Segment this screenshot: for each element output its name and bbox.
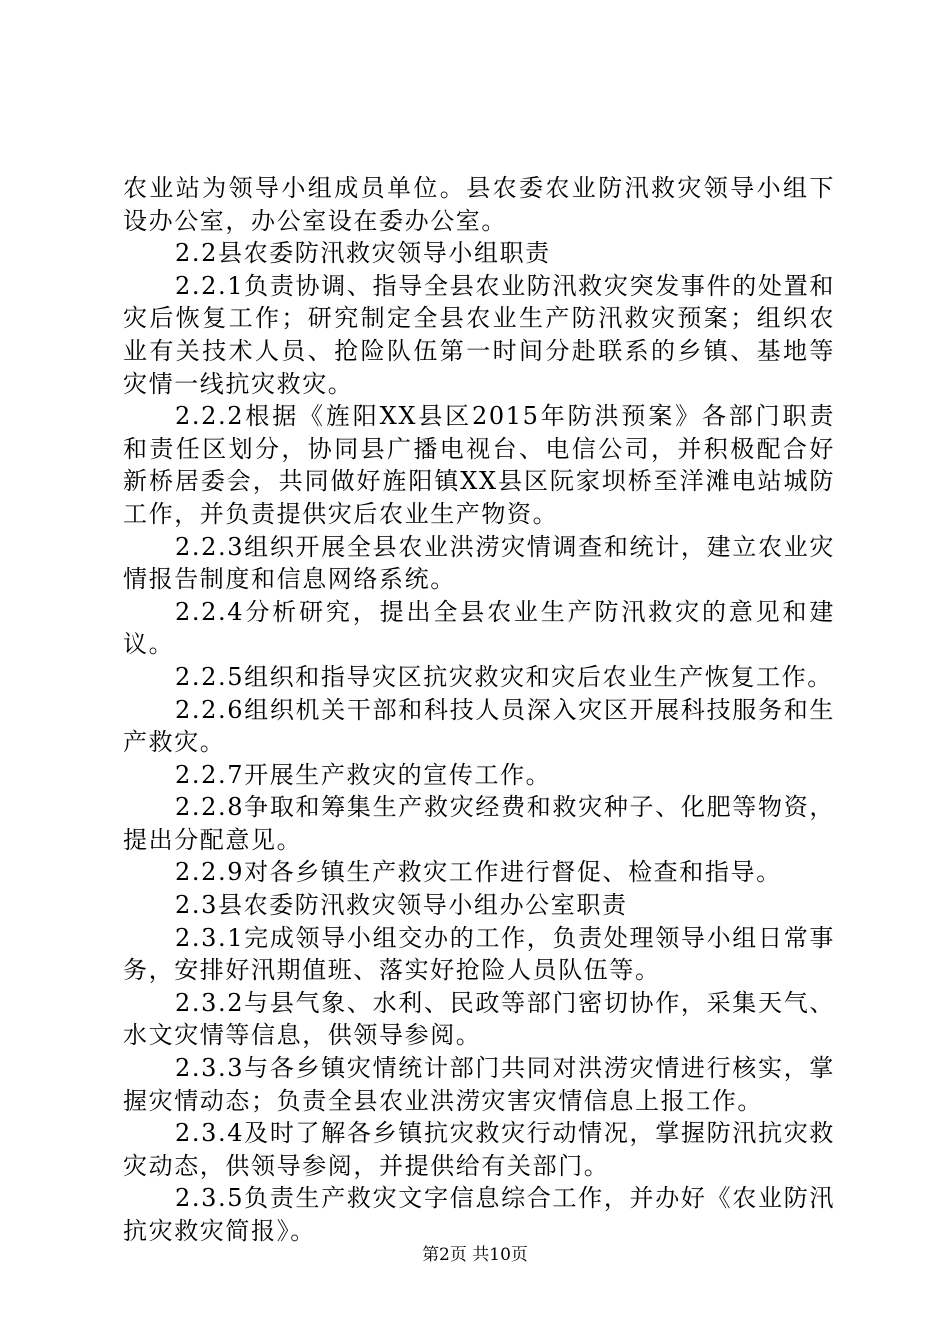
paragraph: 2.2.9对各乡镇生产救灾工作进行督促、检查和指导。 (175, 858, 782, 887)
paragraph: 2.2.7开展生产救灾的宣传工作。 (175, 760, 552, 789)
paragraph: 2.3.2与县气象、水利、民政等部门密切协作，采集天气、水文灾情等信息，供领导参阅。 (123, 988, 835, 1050)
paragraph: 2.2.1负责协调、指导全县农业防汛救灾突发事件的处置和灾后恢复工作；研究制定全县农业生产防汛救灾预案；组织农业有关技术人员、抢险队伍第一时间分赴联系的乡镇、基地等灾情一线抗灾救灾。 (123, 271, 835, 398)
paragraph: 2.3.1完成领导小组交办的工作，负责处理领导小组日常事务，安排好汛期值班、落实好抢险人员队伍等。 (123, 923, 835, 985)
paragraph: 2.2.8争取和筹集生产救灾经费和救灾种子、化肥等物资，提出分配意见。 (123, 793, 835, 854)
paragraph: 2.3.5负责生产救灾文字信息综合工作，并办好《农业防汛抗灾救灾简报》。 (123, 1184, 835, 1245)
paragraph: 2.2.6组织机关干部和科技人员深入灾区开展科技服务和生产救灾。 (123, 695, 835, 757)
paragraph: 2.2.4分析研究，提出全县农业生产防汛救灾的意见和建议。 (123, 597, 835, 659)
section-heading: 2.3县农委防汛救灾领导小组办公室职责 (175, 891, 628, 920)
section-heading: 2.2县农委防汛救灾领导小组职责 (175, 239, 551, 268)
paragraph: 2.3.3与各乡镇灾情统计部门共同对洪涝灾情进行核实，掌握灾情动态；负责全县农业洪涝灾害灾情信息上报工作。 (123, 1054, 835, 1115)
paragraph: 2.2.2根据《旌阳XX县区2015年防洪预案》各部门职责和责任区划分，协同县广播电视台、电信公司，并积极配合好新桥居委会，共同做好旌阳镇XX县区阮家坝桥至洋滩电站城防工作，并负责提供灾后农业生产物资。 (123, 402, 835, 528)
document-body (123, 172, 835, 1248)
paragraph: 农业站为领导小组成员单位。县农委农业防汛救灾领导小组下设办公室，办公室设在委办公室。 (123, 174, 835, 235)
paragraph: 2.2.5组织和指导灾区抗灾救灾和灾后农业生产恢复工作。 (175, 662, 833, 691)
paragraph: 2.2.3组织开展全县农业洪涝灾情调查和统计，建立农业灾情报告制度和信息网络系统。 (123, 532, 835, 594)
page-number-footer: 第2页 共10页 (422, 1245, 528, 1265)
paragraph: 2.3.4及时了解各乡镇抗灾救灾行动情况，掌握防汛抗灾救灾动态，供领导参阅，并提供给有关部门。 (123, 1119, 835, 1180)
